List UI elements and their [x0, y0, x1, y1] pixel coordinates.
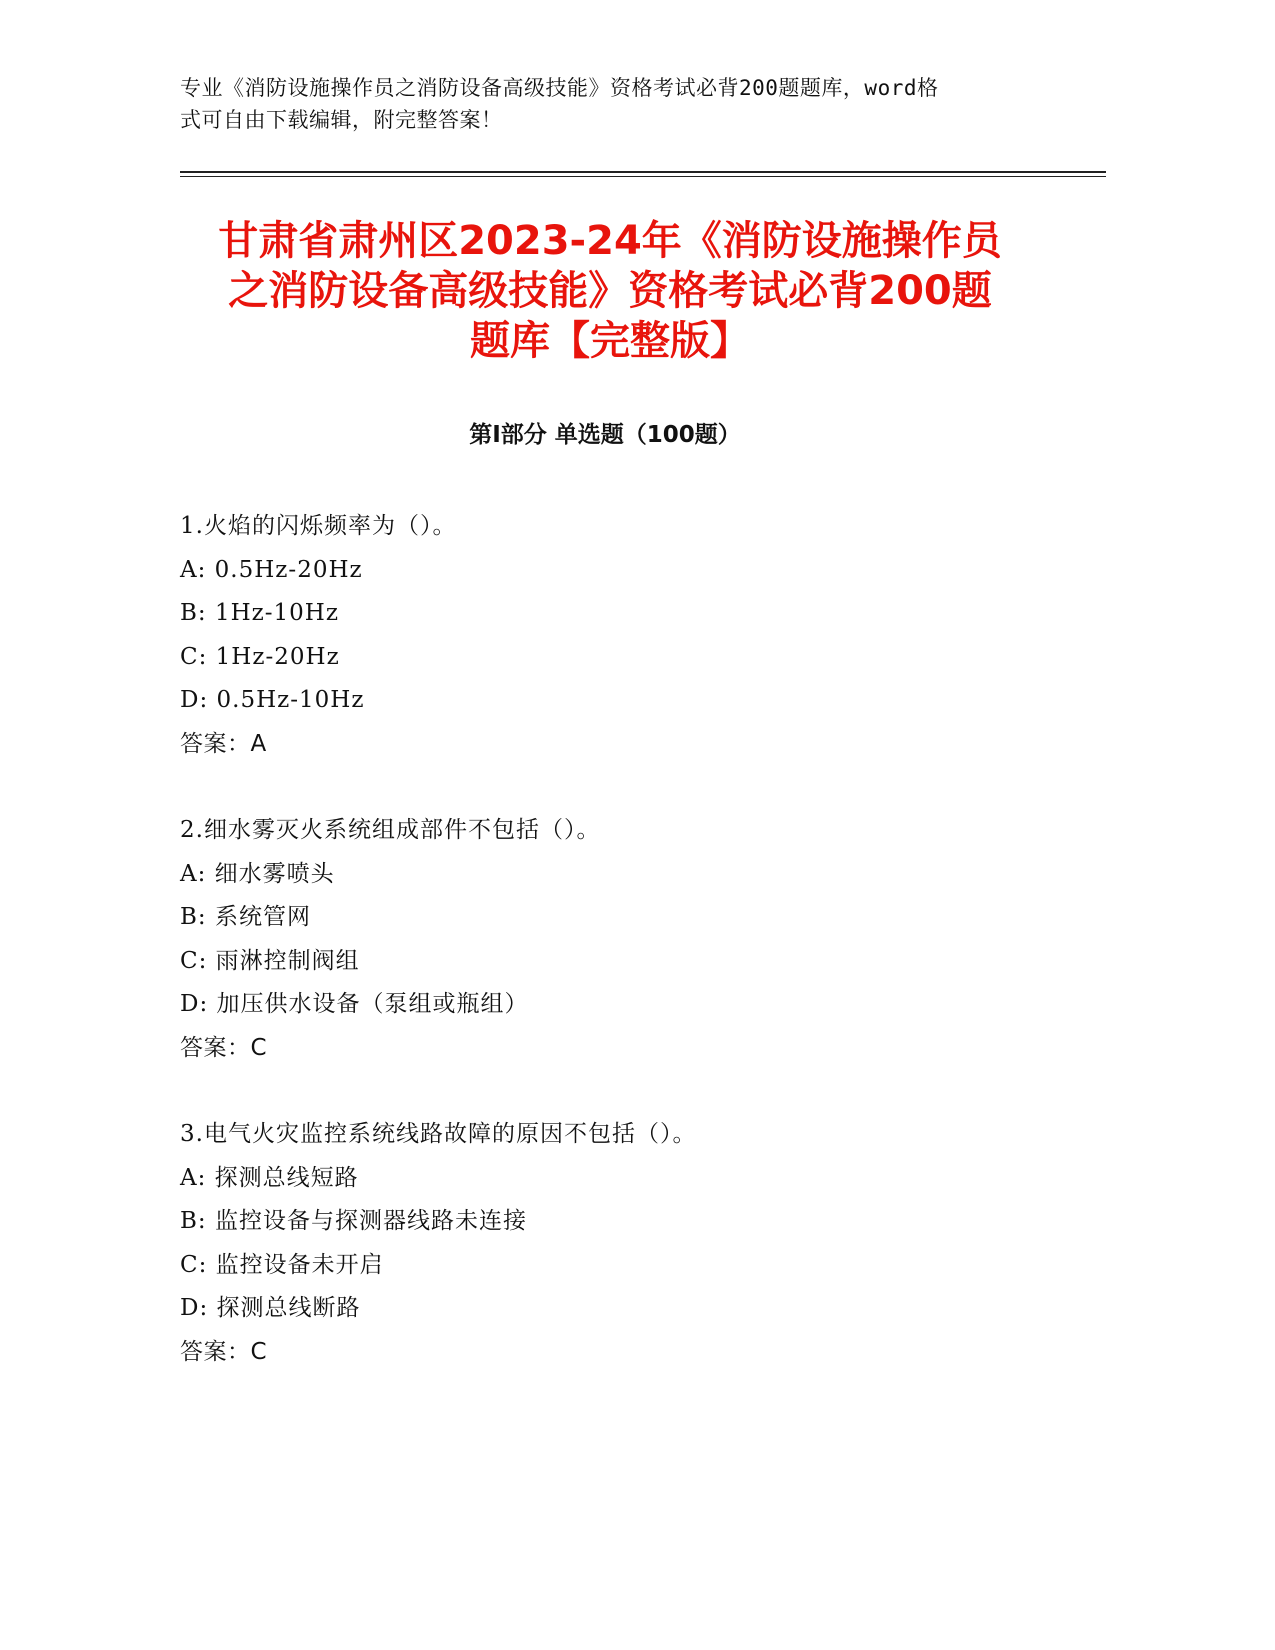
option-d: D: 加压供水设备（泵组或瓶组）: [180, 991, 529, 1017]
document-title-line-1: 甘肃省肃州区2023-24年《消防设施操作员: [218, 218, 1002, 264]
question-item: [180, 505, 1080, 766]
question-item: [180, 809, 1080, 1070]
answer-line: 答案：C: [180, 1034, 268, 1061]
document-title: [160, 216, 1060, 366]
option-d: D: 0.5Hz-10Hz: [180, 687, 365, 713]
header-note-line-2: 式可自由下载编辑，附完整答案！: [180, 108, 503, 132]
question-stem: 1.火焰的闪烁频率为（）。: [180, 513, 457, 539]
option-a: A: 0.5Hz-20Hz: [180, 556, 363, 583]
option-c: C: 雨淋控制阀组: [180, 947, 360, 974]
option-a: A: 探测总线短路: [180, 1164, 359, 1191]
header-note-line-1: 专业《消防设施操作员之消防设备高级技能》资格考试必背200题题库，word格: [180, 76, 939, 100]
question-list: [180, 505, 1080, 1417]
header-rule-thick: [180, 171, 1106, 173]
question-stem: 3.电气火灾监控系统线路故障的原因不包括（）。: [180, 1121, 697, 1147]
option-c: C: 1Hz-20Hz: [180, 643, 340, 670]
question-item: [180, 1113, 1080, 1374]
option-b: B: 监控设备与探测器线路未连接: [180, 1208, 527, 1234]
option-c: C: 监控设备未开启: [180, 1251, 384, 1278]
option-b: B: 系统管网: [180, 904, 311, 930]
answer-line: 答案：A: [180, 730, 267, 757]
option-b: B: 1Hz-10Hz: [180, 600, 339, 626]
option-a: A: 细水雾喷头: [180, 860, 335, 887]
option-d: D: 探测总线断路: [180, 1295, 361, 1321]
document-title-line-3: 题库【完整版】: [470, 318, 750, 364]
question-stem: 2.细水雾灭火系统组成部件不包括（）。: [180, 817, 601, 843]
answer-line: 答案：C: [180, 1338, 268, 1365]
header-note: [180, 72, 1060, 136]
document-title-line-2: 之消防设备高级技能》资格考试必背200题: [228, 268, 992, 314]
section-heading: 第Ⅰ部分 单选题（100题）: [469, 422, 741, 448]
header-rule-thin: [180, 176, 1106, 177]
